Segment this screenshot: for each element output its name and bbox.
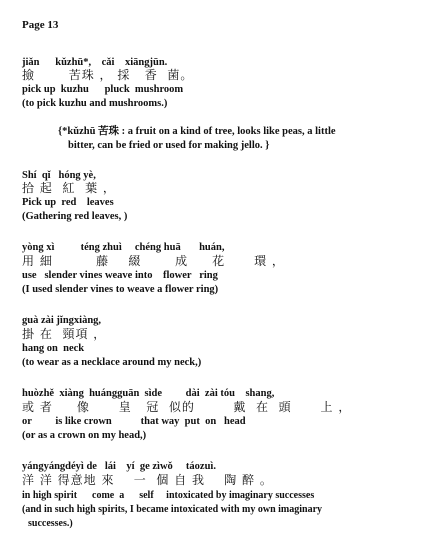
gloss-line: or is like crown that way put on head — [22, 416, 246, 427]
gloss-line: Pick up red leaves — [22, 197, 114, 208]
gloss-line: in high spirit come a self intoxicated by imaginary successes — [22, 490, 315, 501]
translation-line: (and in such high spirits, I became intoxicated with my own imaginary — [22, 504, 323, 515]
gloss-line: pick up kuzhu pluck mushroom — [22, 84, 184, 95]
pinyin-line: jiǎn kǔzhū*, cǎi xiāngjūn. — [22, 57, 168, 68]
translation-line: (Gathering red leaves, ) — [22, 211, 128, 222]
hanzi-line: 撿 苦珠 ， 採 香 菌。 — [22, 68, 194, 82]
hanzi-line: 用 細 藤 綴 成 花 環 ， — [22, 254, 285, 268]
translation-line: (to pick kuzhu and mushrooms.) — [22, 98, 168, 109]
hanzi-line: 或 者 像 皇 冠 似的 戴 在 頭 上 ， — [22, 400, 352, 414]
footnote-line: bitter, can be fried or used for making jello. } — [68, 140, 270, 151]
pinyin-line: yángyángdéyì de lái yí ge zìwǒ táozuì. — [22, 461, 216, 472]
footnote-line: {*kǔzhū 苦珠 : a fruit on a kind of tree, looks like peas, a little — [58, 126, 336, 137]
pinyin-line: guà zài jǐngxiàng, — [22, 315, 102, 326]
translation-line: (I used slender vines to weave a flower ring) — [22, 284, 219, 295]
pinyin-line: Shí qǐ hóng yè, — [22, 170, 96, 181]
translation-line: successes.) — [28, 518, 73, 529]
gloss-line: hang on neck — [22, 343, 85, 354]
translation-line: (or as a crown on my head,) — [22, 430, 147, 441]
page-header: Page 13 — [22, 19, 59, 31]
hanzi-line: 洋 洋 得意地 來 一 個 自 我 陶 醉 。 — [22, 473, 273, 487]
translation-line: (to wear as a necklace around my neck,) — [22, 357, 202, 368]
gloss-line: use slender vines weave into flower ring — [22, 270, 218, 281]
hanzi-line: 掛 在 頸項 ， — [22, 327, 107, 341]
pinyin-line: huòzhě xiàng huángguān sìde dài zài tóu shang, — [22, 388, 275, 399]
pinyin-line: yòng xì téng zhuì chéng huā huán, — [22, 242, 225, 253]
hanzi-line: 拾 起 紅 葉 ， — [22, 181, 116, 195]
